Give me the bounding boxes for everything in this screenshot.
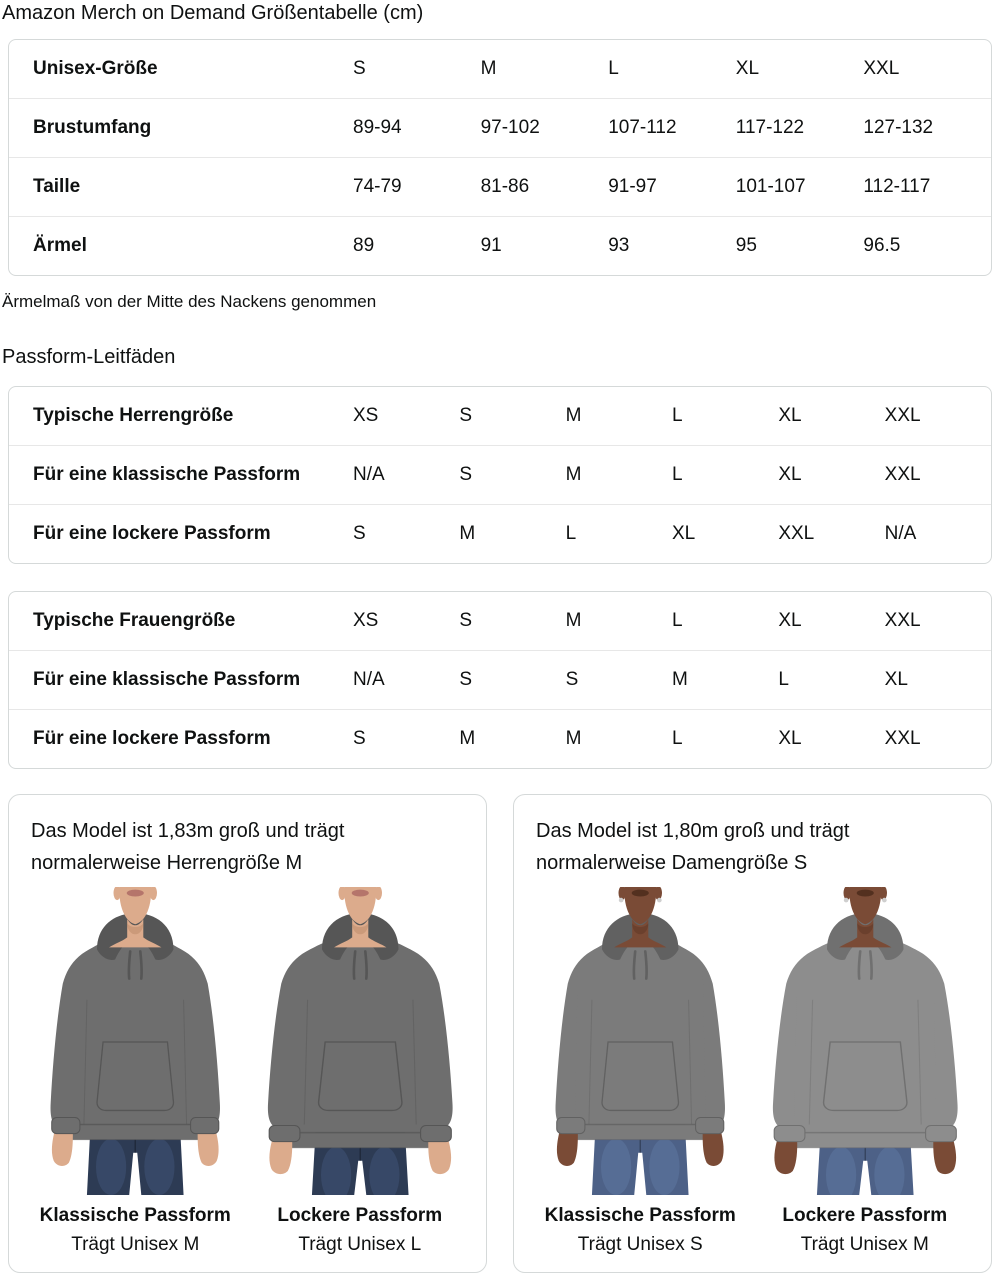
cell-value: L [566, 505, 672, 564]
cell-value: M [566, 446, 672, 505]
cell-value: S [459, 610, 473, 631]
cell-value: XXL [885, 446, 991, 505]
figure-caption [528, 1205, 753, 1256]
fit-label: Klassische Passform [544, 1205, 736, 1226]
cell-value: S [459, 405, 473, 426]
row-label: Ärmel [9, 217, 353, 276]
cell-value: XL [778, 446, 884, 505]
cell-value: 96.5 [863, 217, 991, 276]
cell-value: 112-117 [863, 158, 991, 217]
row-label: Für eine klassische Passform [9, 651, 353, 710]
cell-value: 107-112 [608, 99, 736, 158]
cell-value: M [672, 651, 778, 710]
figure-caption [23, 1205, 248, 1256]
size-label: Trägt Unisex L [298, 1234, 422, 1255]
model-description: Das Model ist 1,83m groß und trägt normalerweise Herrengröße M [31, 820, 345, 874]
model-photo [23, 887, 248, 1195]
cell-value: 91-97 [608, 158, 736, 217]
size-label: Trägt Unisex M [71, 1234, 200, 1255]
table-row [9, 446, 991, 505]
model-description: Das Model ist 1,80m groß und trägt normalerweise Damengröße S [536, 820, 850, 874]
mens-model-card [8, 794, 487, 1273]
cell-value: 74-79 [353, 158, 481, 217]
cell-value: XXL [884, 610, 921, 631]
cell-value: L [672, 446, 778, 505]
table-row [9, 387, 991, 446]
model-figure-classic-fit [528, 887, 753, 1256]
table-row [9, 40, 991, 99]
table-row [9, 710, 991, 769]
cell-value: S [566, 651, 672, 710]
data-table [9, 592, 991, 768]
row-label: Typische Herrengröße [33, 405, 234, 426]
cell-value: XS [353, 405, 379, 426]
size-label: Trägt Unisex M [800, 1234, 929, 1255]
cell-value: S [353, 58, 366, 79]
cell-value: L [608, 58, 619, 79]
model-figure-loose-fit [248, 887, 473, 1256]
cell-value: XL [778, 710, 884, 769]
cell-value: 127-132 [863, 99, 991, 158]
row-label: Brustumfang [9, 99, 353, 158]
cell-value: S [353, 710, 459, 769]
table-row [9, 217, 991, 276]
cell-value: 117-122 [736, 99, 864, 158]
womens-fit-table [8, 591, 992, 769]
model-cards [8, 794, 992, 1273]
cell-value: 93 [608, 217, 736, 276]
row-label: Taille [9, 158, 353, 217]
model-figure-loose-fit [753, 887, 978, 1256]
cell-value: M [565, 405, 582, 426]
cell-value: M [459, 710, 565, 769]
cell-value: S [353, 505, 459, 564]
hoodie-model-illustration [23, 887, 248, 1195]
data-table [9, 387, 991, 563]
cell-value: XL [778, 610, 802, 631]
cell-value: 97-102 [481, 99, 609, 158]
hoodie-model-illustration [528, 887, 753, 1195]
sleeve-measure-note: Ärmelmaß von der Mitte des Nackens genommen [2, 292, 377, 311]
cell-value: L [671, 610, 683, 631]
figure-caption [753, 1205, 978, 1256]
model-photo [248, 887, 473, 1195]
cell-value: 81-86 [481, 158, 609, 217]
data-table [9, 40, 991, 275]
cell-value: 101-107 [736, 158, 864, 217]
cell-value: 91 [481, 217, 609, 276]
fit-label: Lockere Passform [782, 1205, 948, 1226]
cell-value: XS [353, 610, 379, 631]
cell-value: M [566, 710, 672, 769]
cell-value: XXL [863, 58, 900, 79]
cell-value: S [459, 446, 565, 505]
cell-value: XL [778, 405, 802, 426]
cell-value: XL [672, 505, 778, 564]
row-label: Für eine lockere Passform [9, 710, 353, 769]
mens-figures [23, 887, 472, 1256]
fit-label: Lockere Passform [277, 1205, 443, 1226]
row-label: Für eine lockere Passform [9, 505, 353, 564]
table-row [9, 651, 991, 710]
row-label: Für eine klassische Passform [9, 446, 353, 505]
row-label: Typische Frauengröße [33, 610, 236, 631]
cell-value: 95 [736, 217, 864, 276]
row-label: Unisex-Größe [33, 58, 158, 79]
cell-value: L [778, 651, 884, 710]
model-figure-classic-fit [23, 887, 248, 1256]
size-label: Trägt Unisex S [577, 1234, 703, 1255]
cell-value: XXL [778, 505, 884, 564]
cell-value: S [459, 651, 565, 710]
cell-value: 89 [353, 217, 481, 276]
cell-value: XXL [885, 710, 991, 769]
fit-label: Klassische Passform [39, 1205, 231, 1226]
table-row [9, 505, 991, 564]
unisex-size-table [8, 39, 992, 276]
cell-value: 89-94 [353, 99, 481, 158]
cell-value: N/A [885, 505, 991, 564]
table-row [9, 99, 991, 158]
cell-value: XL [885, 651, 991, 710]
cell-value: M [459, 505, 565, 564]
cell-value: N/A [353, 446, 459, 505]
cell-value: N/A [353, 651, 459, 710]
cell-value: M [565, 610, 582, 631]
mens-fit-table [8, 386, 992, 564]
model-photo [528, 887, 753, 1195]
table-row [9, 158, 991, 217]
womens-model-card [513, 794, 992, 1273]
cell-value: L [671, 405, 683, 426]
cell-value: XL [735, 58, 760, 79]
cell-value: M [480, 58, 497, 79]
womens-figures [528, 887, 977, 1256]
model-photo [753, 887, 978, 1195]
fit-guides-title: Passform-Leitfäden [2, 346, 176, 368]
cell-value: L [672, 710, 778, 769]
cell-value: XXL [884, 405, 921, 426]
page-title: Amazon Merch on Demand Größentabelle (cm) [2, 2, 424, 24]
figure-caption [248, 1205, 473, 1256]
hoodie-model-illustration [248, 887, 473, 1195]
hoodie-model-illustration [753, 887, 978, 1195]
table-row [9, 592, 991, 651]
